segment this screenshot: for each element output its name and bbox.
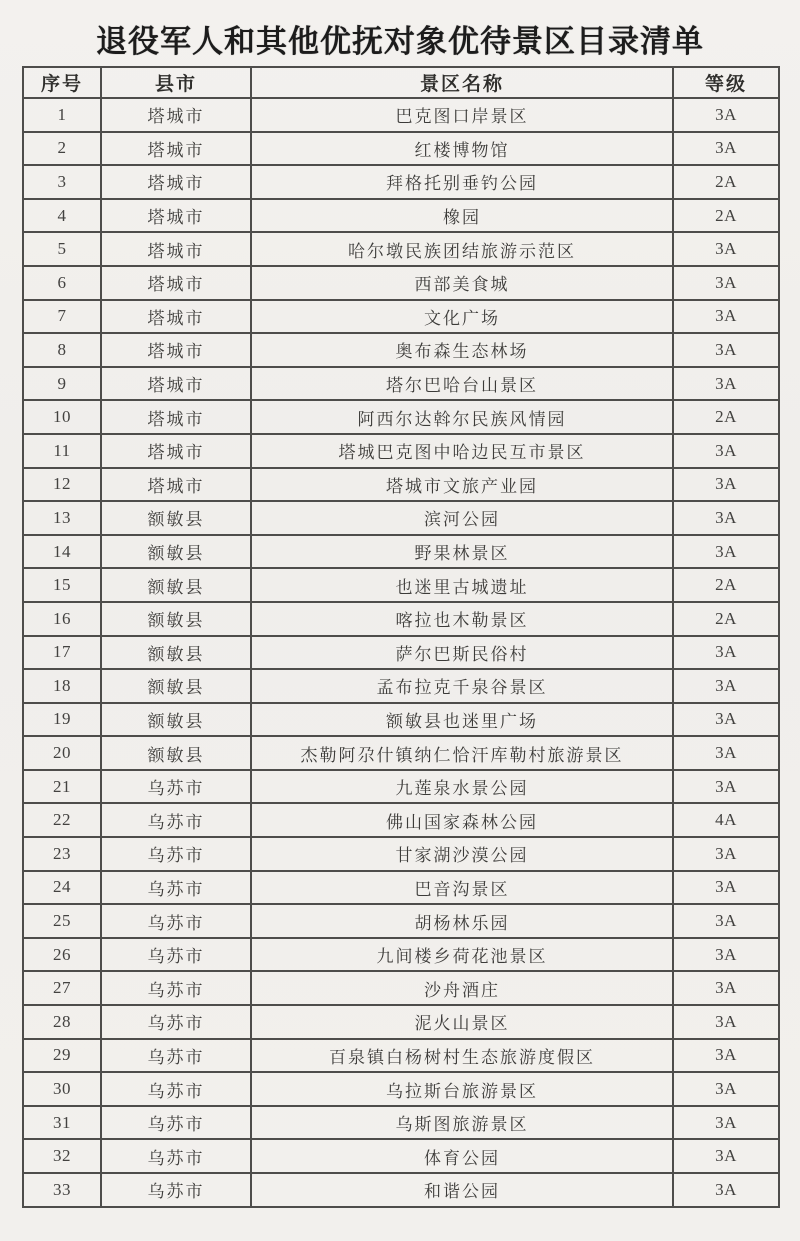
cell-county: 塔城市 xyxy=(101,98,251,132)
table-row xyxy=(23,535,779,569)
cell-scenic-name: 巴音沟景区 xyxy=(251,871,673,905)
cell-scenic-name: 百泉镇白杨树村生态旅游度假区 xyxy=(251,1039,673,1073)
cell-county: 乌苏市 xyxy=(101,904,251,938)
cell-grade: 3A xyxy=(673,703,779,737)
cell-index: 10 xyxy=(23,400,101,434)
cell-county: 乌苏市 xyxy=(101,1139,251,1173)
cell-scenic-name: 萨尔巴斯民俗村 xyxy=(251,636,673,670)
cell-index: 19 xyxy=(23,703,101,737)
cell-index: 33 xyxy=(23,1173,101,1207)
cell-index: 32 xyxy=(23,1139,101,1173)
table-row xyxy=(23,98,779,132)
cell-index: 12 xyxy=(23,468,101,502)
cell-scenic-name: 红楼博物馆 xyxy=(251,132,673,166)
table-row xyxy=(23,636,779,670)
cell-scenic-name: 胡杨林乐园 xyxy=(251,904,673,938)
cell-grade: 3A xyxy=(673,468,779,502)
cell-index: 9 xyxy=(23,367,101,401)
cell-scenic-name: 塔城市文旅产业园 xyxy=(251,468,673,502)
cell-county: 乌苏市 xyxy=(101,1005,251,1039)
cell-scenic-name: 巴克图口岸景区 xyxy=(251,98,673,132)
cell-county: 乌苏市 xyxy=(101,1039,251,1073)
cell-county: 乌苏市 xyxy=(101,1072,251,1106)
table-row xyxy=(23,770,779,804)
table-row xyxy=(23,703,779,737)
table-row xyxy=(23,669,779,703)
cell-county: 额敏县 xyxy=(101,568,251,602)
cell-index: 21 xyxy=(23,770,101,804)
cell-scenic-name: 也迷里古城遗址 xyxy=(251,568,673,602)
cell-index: 24 xyxy=(23,871,101,905)
column-header-grade: 等级 xyxy=(673,67,779,98)
cell-county: 乌苏市 xyxy=(101,938,251,972)
cell-grade: 3A xyxy=(673,871,779,905)
table-row xyxy=(23,1106,779,1140)
table-row xyxy=(23,165,779,199)
cell-index: 15 xyxy=(23,568,101,602)
column-header-county: 县市 xyxy=(101,67,251,98)
cell-grade: 3A xyxy=(673,232,779,266)
cell-county: 塔城市 xyxy=(101,199,251,233)
cell-grade: 3A xyxy=(673,1039,779,1073)
table-row xyxy=(23,501,779,535)
column-header-name: 景区名称 xyxy=(251,67,673,98)
table-row xyxy=(23,602,779,636)
cell-grade: 3A xyxy=(673,266,779,300)
table-row xyxy=(23,904,779,938)
table-row xyxy=(23,367,779,401)
cell-index: 4 xyxy=(23,199,101,233)
cell-scenic-name: 九间楼乡荷花池景区 xyxy=(251,938,673,972)
table-header-row xyxy=(23,67,779,98)
cell-index: 7 xyxy=(23,300,101,334)
cell-grade: 3A xyxy=(673,501,779,535)
cell-grade: 3A xyxy=(673,1139,779,1173)
cell-grade: 3A xyxy=(673,636,779,670)
cell-grade: 3A xyxy=(673,770,779,804)
cell-scenic-name: 塔城巴克图中哈边民互市景区 xyxy=(251,434,673,468)
cell-grade: 2A xyxy=(673,199,779,233)
cell-index: 31 xyxy=(23,1106,101,1140)
cell-scenic-name: 泥火山景区 xyxy=(251,1005,673,1039)
table-row xyxy=(23,1039,779,1073)
cell-scenic-name: 乌斯图旅游景区 xyxy=(251,1106,673,1140)
cell-county: 乌苏市 xyxy=(101,1173,251,1207)
cell-index: 8 xyxy=(23,333,101,367)
scenic-area-table xyxy=(22,66,780,1208)
cell-scenic-name: 沙舟酒庄 xyxy=(251,971,673,1005)
table-row xyxy=(23,333,779,367)
cell-scenic-name: 拜格托别垂钓公园 xyxy=(251,165,673,199)
cell-scenic-name: 滨河公园 xyxy=(251,501,673,535)
cell-scenic-name: 塔尔巴哈台山景区 xyxy=(251,367,673,401)
table-row xyxy=(23,266,779,300)
cell-grade: 3A xyxy=(673,367,779,401)
cell-county: 塔城市 xyxy=(101,434,251,468)
cell-index: 1 xyxy=(23,98,101,132)
cell-grade: 3A xyxy=(673,132,779,166)
cell-county: 塔城市 xyxy=(101,266,251,300)
cell-index: 30 xyxy=(23,1072,101,1106)
cell-county: 乌苏市 xyxy=(101,871,251,905)
cell-grade: 4A xyxy=(673,803,779,837)
table-row xyxy=(23,468,779,502)
cell-index: 14 xyxy=(23,535,101,569)
cell-scenic-name: 杰勒阿尕什镇纳仁恰汗库勒村旅游景区 xyxy=(251,736,673,770)
table-row xyxy=(23,199,779,233)
cell-county: 塔城市 xyxy=(101,400,251,434)
cell-grade: 3A xyxy=(673,971,779,1005)
cell-county: 塔城市 xyxy=(101,132,251,166)
cell-scenic-name: 甘家湖沙漠公园 xyxy=(251,837,673,871)
cell-county: 塔城市 xyxy=(101,232,251,266)
cell-county: 塔城市 xyxy=(101,165,251,199)
table-row xyxy=(23,568,779,602)
cell-county: 额敏县 xyxy=(101,736,251,770)
cell-index: 26 xyxy=(23,938,101,972)
table-row xyxy=(23,938,779,972)
cell-grade: 3A xyxy=(673,1173,779,1207)
cell-scenic-name: 阿西尔达斡尔民族风情园 xyxy=(251,400,673,434)
table-row xyxy=(23,300,779,334)
cell-county: 乌苏市 xyxy=(101,803,251,837)
cell-county: 额敏县 xyxy=(101,703,251,737)
cell-county: 乌苏市 xyxy=(101,770,251,804)
cell-grade: 3A xyxy=(673,938,779,972)
table-row xyxy=(23,837,779,871)
cell-county: 塔城市 xyxy=(101,367,251,401)
cell-scenic-name: 奥布森生态林场 xyxy=(251,333,673,367)
cell-index: 2 xyxy=(23,132,101,166)
cell-grade: 3A xyxy=(673,837,779,871)
cell-grade: 3A xyxy=(673,669,779,703)
table-row xyxy=(23,1005,779,1039)
cell-grade: 3A xyxy=(673,1005,779,1039)
cell-county: 额敏县 xyxy=(101,636,251,670)
cell-scenic-name: 野果林景区 xyxy=(251,535,673,569)
cell-scenic-name: 橡园 xyxy=(251,199,673,233)
cell-county: 乌苏市 xyxy=(101,837,251,871)
table-row xyxy=(23,803,779,837)
table-row xyxy=(23,736,779,770)
cell-grade: 2A xyxy=(673,568,779,602)
cell-grade: 2A xyxy=(673,165,779,199)
cell-county: 额敏县 xyxy=(101,535,251,569)
cell-grade: 3A xyxy=(673,1106,779,1140)
page-title: 退役军人和其他优抚对象优待景区目录清单 xyxy=(96,24,704,59)
cell-county: 塔城市 xyxy=(101,300,251,334)
cell-scenic-name: 九莲泉水景公园 xyxy=(251,770,673,804)
cell-index: 18 xyxy=(23,669,101,703)
cell-grade: 3A xyxy=(673,1072,779,1106)
cell-scenic-name: 喀拉也木勒景区 xyxy=(251,602,673,636)
cell-scenic-name: 哈尔墩民族团结旅游示范区 xyxy=(251,232,673,266)
cell-index: 27 xyxy=(23,971,101,1005)
cell-grade: 2A xyxy=(673,400,779,434)
cell-county: 乌苏市 xyxy=(101,1106,251,1140)
cell-index: 17 xyxy=(23,636,101,670)
table-row xyxy=(23,871,779,905)
cell-index: 29 xyxy=(23,1039,101,1073)
table-row xyxy=(23,132,779,166)
cell-scenic-name: 孟布拉克千泉谷景区 xyxy=(251,669,673,703)
cell-scenic-name: 文化广场 xyxy=(251,300,673,334)
cell-index: 11 xyxy=(23,434,101,468)
cell-grade: 3A xyxy=(673,333,779,367)
cell-county: 塔城市 xyxy=(101,333,251,367)
cell-scenic-name: 额敏县也迷里广场 xyxy=(251,703,673,737)
table-row xyxy=(23,1173,779,1207)
cell-scenic-name: 西部美食城 xyxy=(251,266,673,300)
cell-county: 塔城市 xyxy=(101,468,251,502)
cell-scenic-name: 佛山国家森林公园 xyxy=(251,803,673,837)
cell-grade: 3A xyxy=(673,300,779,334)
cell-index: 3 xyxy=(23,165,101,199)
cell-grade: 3A xyxy=(673,904,779,938)
table-row xyxy=(23,1072,779,1106)
cell-county: 额敏县 xyxy=(101,669,251,703)
cell-index: 6 xyxy=(23,266,101,300)
cell-county: 额敏县 xyxy=(101,501,251,535)
cell-scenic-name: 和谐公园 xyxy=(251,1173,673,1207)
cell-index: 5 xyxy=(23,232,101,266)
column-header-index: 序号 xyxy=(23,67,101,98)
cell-grade: 3A xyxy=(673,434,779,468)
table-row xyxy=(23,434,779,468)
cell-grade: 2A xyxy=(673,602,779,636)
cell-index: 22 xyxy=(23,803,101,837)
cell-grade: 3A xyxy=(673,98,779,132)
cell-grade: 3A xyxy=(673,736,779,770)
cell-scenic-name: 乌拉斯台旅游景区 xyxy=(251,1072,673,1106)
table-row xyxy=(23,971,779,1005)
cell-index: 13 xyxy=(23,501,101,535)
cell-scenic-name: 体育公园 xyxy=(251,1139,673,1173)
cell-index: 20 xyxy=(23,736,101,770)
cell-index: 25 xyxy=(23,904,101,938)
cell-index: 16 xyxy=(23,602,101,636)
cell-index: 23 xyxy=(23,837,101,871)
cell-county: 乌苏市 xyxy=(101,971,251,1005)
table-body xyxy=(23,98,779,1207)
table-row xyxy=(23,400,779,434)
cell-county: 额敏县 xyxy=(101,602,251,636)
table-row xyxy=(23,232,779,266)
table-row xyxy=(23,1139,779,1173)
cell-grade: 3A xyxy=(673,535,779,569)
cell-index: 28 xyxy=(23,1005,101,1039)
